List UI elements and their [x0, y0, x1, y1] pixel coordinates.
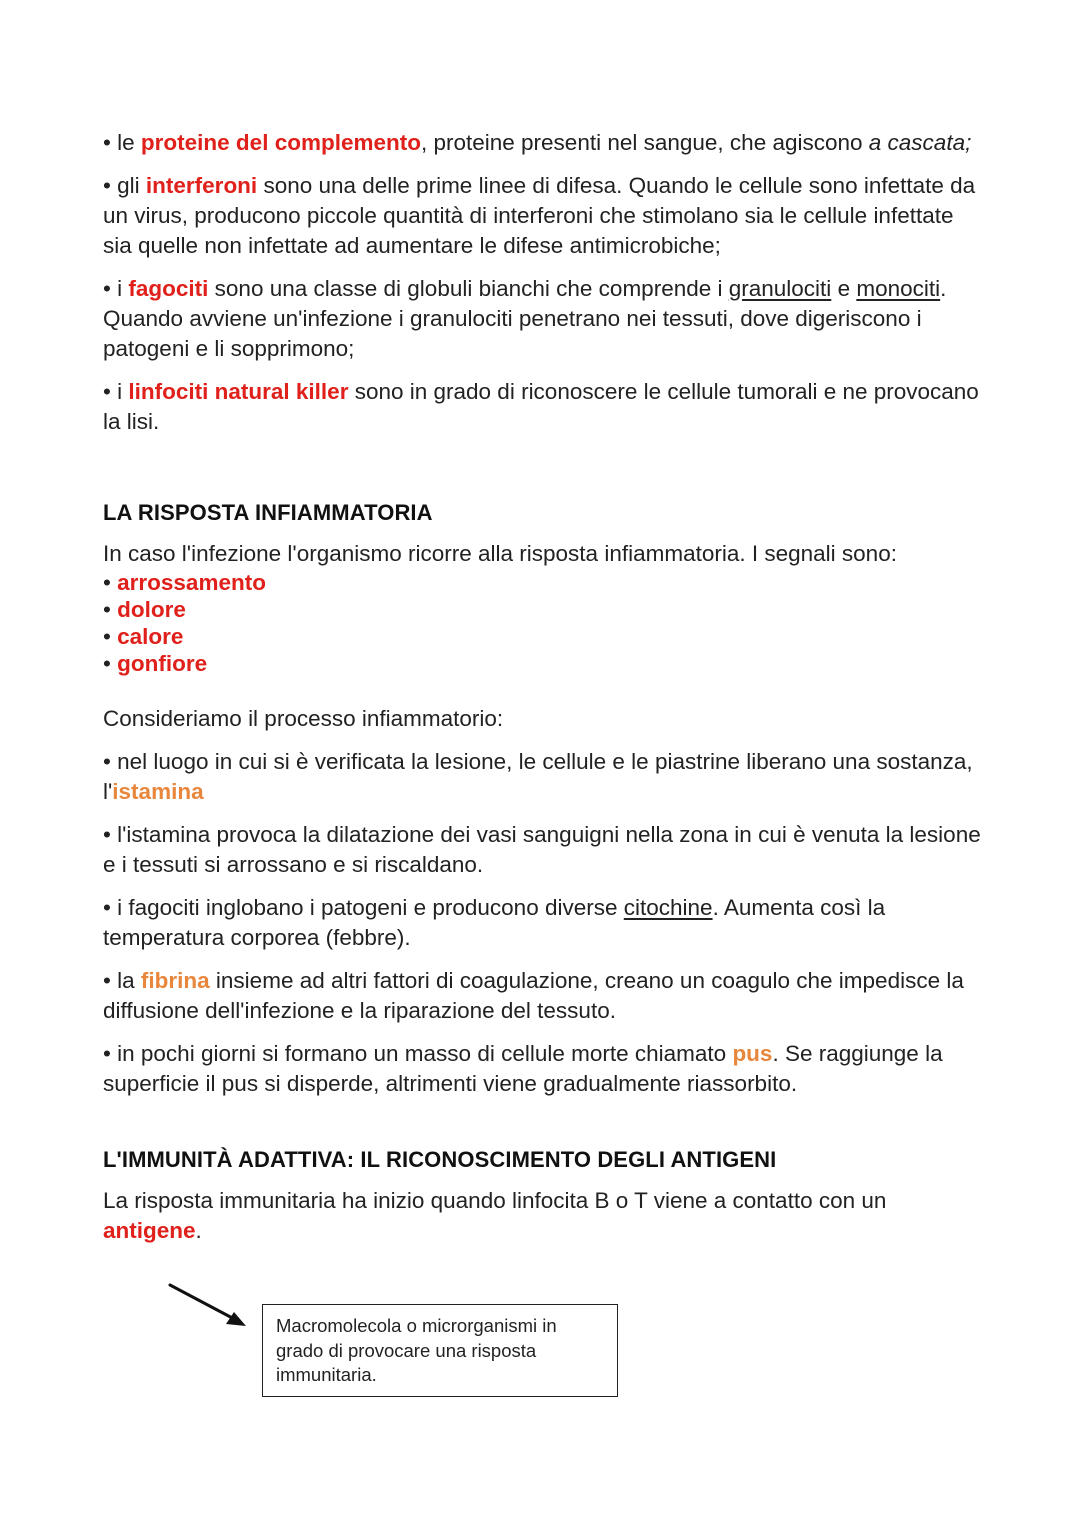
link-granulociti: granulociti	[728, 276, 832, 301]
sign-item: • dolore	[103, 597, 186, 622]
adaptive-intro: La risposta immunitaria ha inizio quando linfocita B o T viene a contatto con un antigene.	[103, 1188, 887, 1243]
process-step: • i fagociti inglobano i patogeni e producono diverse citochine. Aumenta così la temperatura corporea (febbre).	[103, 895, 886, 950]
process-step: • nel luogo in cui si è verificata la lesione, le cellule e le piastrine liberano una sostanza, l'istamina	[103, 749, 973, 804]
process-step: • la fibrina insieme ad altri fattori di coagulazione, creano un coagulo che impedisce la diffusione dell'infezione e la riparazione del tessuto.	[103, 968, 964, 1023]
link-monociti: monociti	[856, 276, 941, 301]
term-interferoni: interferoni	[145, 173, 258, 198]
term-linfociti-nk: linfociti natural killer	[128, 379, 349, 404]
defense-item-interferons: • gli interferoni sono una delle prime linee di difesa. Quando le cellule sono infettate da un virus, producono piccole quantità di interferoni che stimolano sia le cellule infettate sia quelle non infettate ad aumentare le difese antimicrobiche;	[103, 173, 976, 258]
defense-item-phagocytes: • i fagociti sono una classe di globuli bianchi che comprende i granulociti e monociti. Quando avviene un'infezione i granulociti penetrano nei tessuti, dove digeriscono i patogeni e li sopprimono;	[103, 276, 947, 361]
inflammation-intro: In caso l'infezione l'organismo ricorre alla risposta infiammatoria. I segnali sono:	[103, 541, 897, 566]
process-intro: Consideriamo il processo infiammatorio:	[103, 706, 504, 731]
heading-risposta-infiammatoria: LA RISPOSTA INFIAMMATORIA	[103, 500, 433, 525]
heading-immunita-adattiva: L'IMMUNITÀ ADATTIVA: IL RICONOSCIMENTO DEGLI ANTIGENI	[103, 1147, 777, 1172]
term-pus: pus	[732, 1041, 773, 1066]
defense-item-complement: • le proteine del complemento, proteine presenti nel sangue, che agiscono a cascata;	[103, 130, 972, 155]
term-fagociti: fagociti	[128, 276, 209, 301]
defense-item-nk-cells: • i linfociti natural killer sono in grado di riconoscere le cellule tumorali e ne provocano la lisi.	[103, 379, 979, 434]
link-citochine: citochine	[623, 895, 713, 920]
sign-item: • arrossamento	[103, 570, 266, 595]
antigen-definition-box: Macromolecola o microrganismi in grado di provocare una risposta immunitaria.	[262, 1304, 618, 1397]
term-antigene: antigene	[103, 1218, 196, 1243]
document-page	[103, 128, 983, 1246]
process-step: • l'istamina provoca la dilatazione dei vasi sanguigni nella zona in cui è venuta la lesione e i tessuti si arrossano e si riscaldano.	[103, 822, 981, 877]
sign-item: • calore	[103, 624, 184, 649]
term-fibrina: fibrina	[140, 968, 210, 993]
term-istamina: istamina	[112, 779, 204, 804]
signs-list	[103, 569, 983, 677]
arrow-icon	[168, 1283, 250, 1329]
sign-item: • gonfiore	[103, 651, 208, 676]
term-proteine-complemento: proteine del complemento	[140, 130, 421, 155]
process-step: • in pochi giorni si formano un masso di cellule morte chiamato pus. Se raggiunge la superficie il pus si disperde, altrimenti viene gradualmente riassorbito.	[103, 1041, 943, 1096]
